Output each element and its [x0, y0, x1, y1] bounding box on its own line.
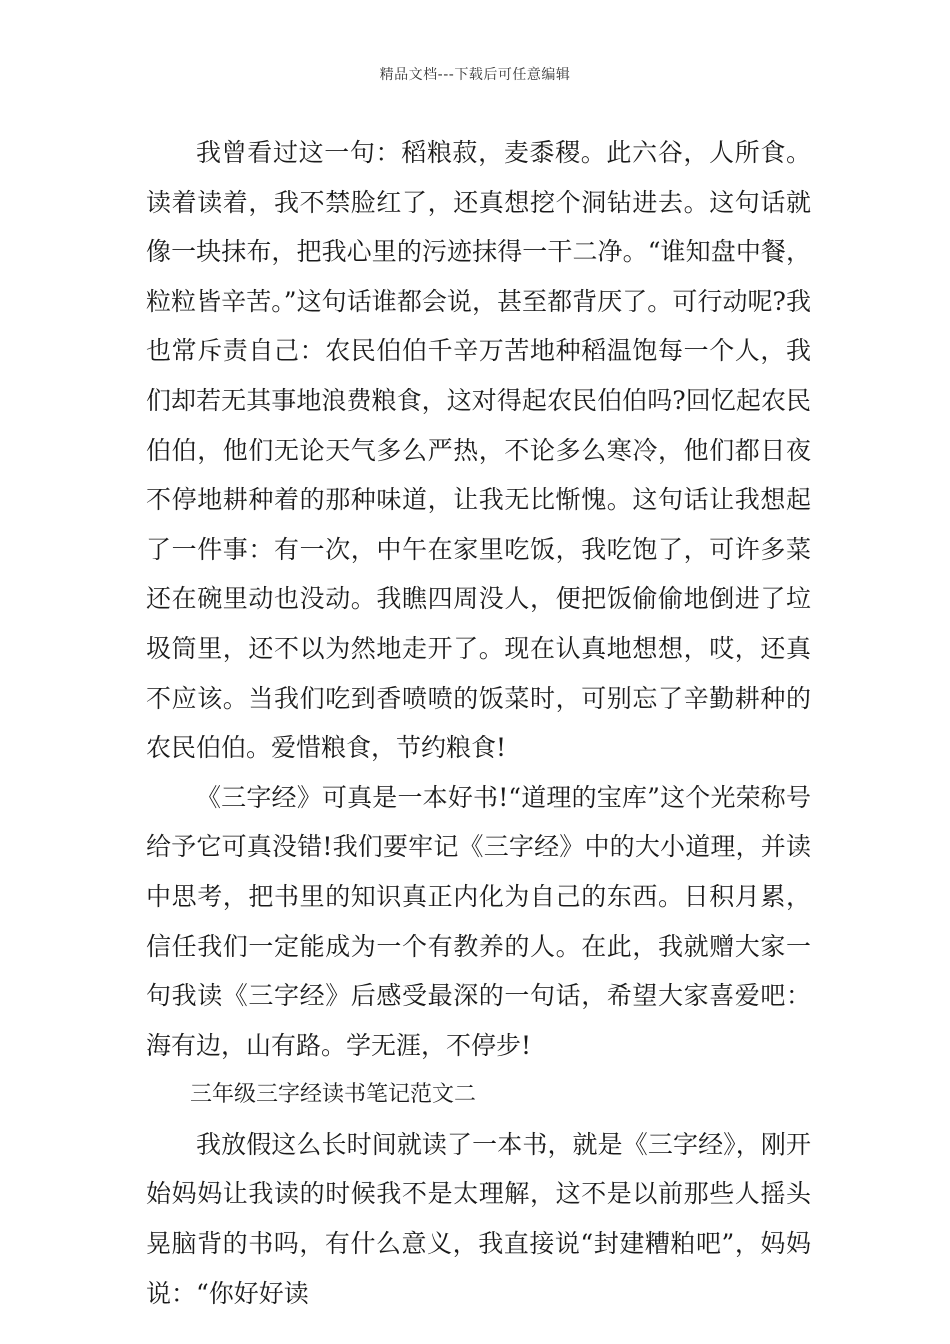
document-body — [146, 128, 811, 1318]
paragraph-3: 我放假这么长时间就读了一本书，就是《三字经》，刚开始妈妈让我读的时候我不是太理解，这不是以前那些人摇头晃脑背的书吗，有什么意义，我直接说“封建糟粕吧”，妈妈说：“你好好读 — [146, 1129, 811, 1308]
section-heading: 三年级三字经读书笔记范文二 — [190, 1082, 477, 1108]
paragraph-2: 《三字经》可真是一本好书!“道理的宝库”这个光荣称号给予它可真没错!我们要牢记《三字经》中的大小道理，并读中思考，把书里的知识真正内化为自己的东西。日积月累，信任我们一定能成为一个有教养的人。在此，我就赠大家一句我读《三字经》后感受最深的一句话，希望大家喜爱吧：海有边，山有路。学无涯，不停步! — [146, 782, 811, 1060]
page-header: 精品文档---下载后可任意编辑 — [379, 67, 571, 83]
paragraph-1: 我曾看过这一句：稻粮菽，麦黍稷。此六谷，人所食。读着读着，我不禁脸红了，还真想挖个洞钻进去。这句话就像一块抹布，把我心里的污迹抹得一干二净。“谁知盘中餐，粒粒皆辛苦。”这句话谁都会说，甚至都背厌了。可行动呢?我也常斥责自己：农民伯伯千辛万苦地种稻温饱每一个人，我们却若无其事地浪费粮食，这对得起农民伯伯吗?回忆起农民伯伯，他们无论天气多么严热，不论多么寒冷，他们都日夜不停地耕种着的那种味道，让我无比惭愧。这句话让我想起了一件事：有一次，中午在家里吃饭，我吃饱了，可许多菜还在碗里动也没动。我瞧四周没人，便把饭偷偷地倒进了垃圾筒里，还不以为然地走开了。现在认真地想想，哎，还真不应该。当我们吃到香喷喷的饭菜时，可别忘了辛勤耕种的农民伯伯。爱惜粮食，节约粮食! — [146, 138, 811, 763]
